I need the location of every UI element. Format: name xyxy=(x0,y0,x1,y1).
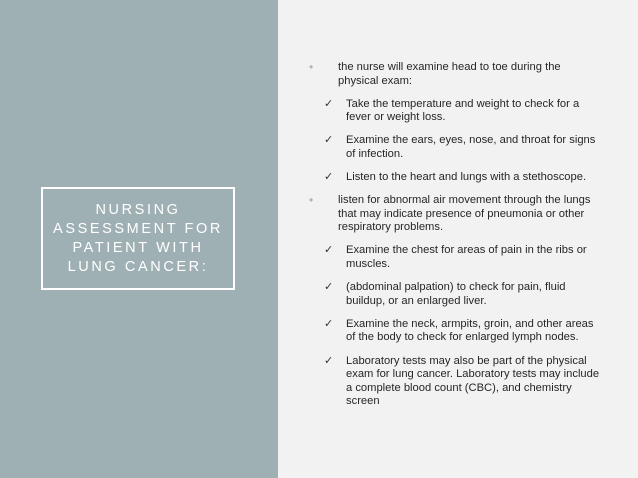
title-panel xyxy=(0,0,278,478)
bullet-text: (abdominal palpation) to check for pain, fluid buildup, or an enlarged liver. xyxy=(346,281,566,307)
slide-title xyxy=(53,201,223,277)
list-item xyxy=(302,355,602,409)
bullet-list xyxy=(302,61,602,418)
checkmark-icon: ✓ xyxy=(324,134,334,147)
title-line: ASSESSMENT FOR xyxy=(53,220,223,237)
checkmark-icon: ✓ xyxy=(324,354,334,367)
checkmark-icon: ✓ xyxy=(324,281,334,294)
list-item xyxy=(302,61,602,88)
bullet-text: Examine the ears, eyes, nose, and throat for signs of infection. xyxy=(346,134,596,160)
checkmark-icon: ✓ xyxy=(324,244,334,257)
title-line: PATIENT WITH xyxy=(72,239,204,256)
bullet-dot-icon: • xyxy=(309,193,314,208)
list-item xyxy=(302,98,602,125)
bullet-text: Examine the chest for areas of pain in the ribs or muscles. xyxy=(346,244,587,271)
title-line: NURSING xyxy=(95,201,181,218)
list-item xyxy=(302,194,602,235)
title-line: LUNG CANCER: xyxy=(67,258,209,275)
bullet-text: Take the temperature and weight to check for a fever or weight loss. xyxy=(346,97,580,124)
bullet-text: Examine the neck, armpits, groin, and other areas of the body to check for enlarged lymph nodes. xyxy=(346,317,594,344)
list-item xyxy=(302,171,602,185)
bullet-dot-icon: • xyxy=(309,60,314,74)
list-item xyxy=(302,134,602,161)
list-item xyxy=(302,281,602,308)
checkmark-icon: ✓ xyxy=(324,317,334,330)
bullet-text: Laboratory tests may also be part of the physical exam for lung cancer. Laboratory tests may include a complete blood count (CBC), and chemistry screen xyxy=(346,354,600,408)
checkmark-icon: ✓ xyxy=(324,97,334,110)
bullet-text: Listen to the heart and lungs with a stethoscope. xyxy=(346,171,587,184)
bullet-text: listen for abnormal air movement through the lungs that may indicate presence of pneumonia or other respiratory problems. xyxy=(338,194,591,234)
bullet-text: the nurse will examine head to toe during the physical exam: xyxy=(338,61,561,87)
title-box xyxy=(41,187,235,290)
list-item xyxy=(302,318,602,345)
checkmark-icon: ✓ xyxy=(324,171,334,184)
list-item xyxy=(302,244,602,271)
